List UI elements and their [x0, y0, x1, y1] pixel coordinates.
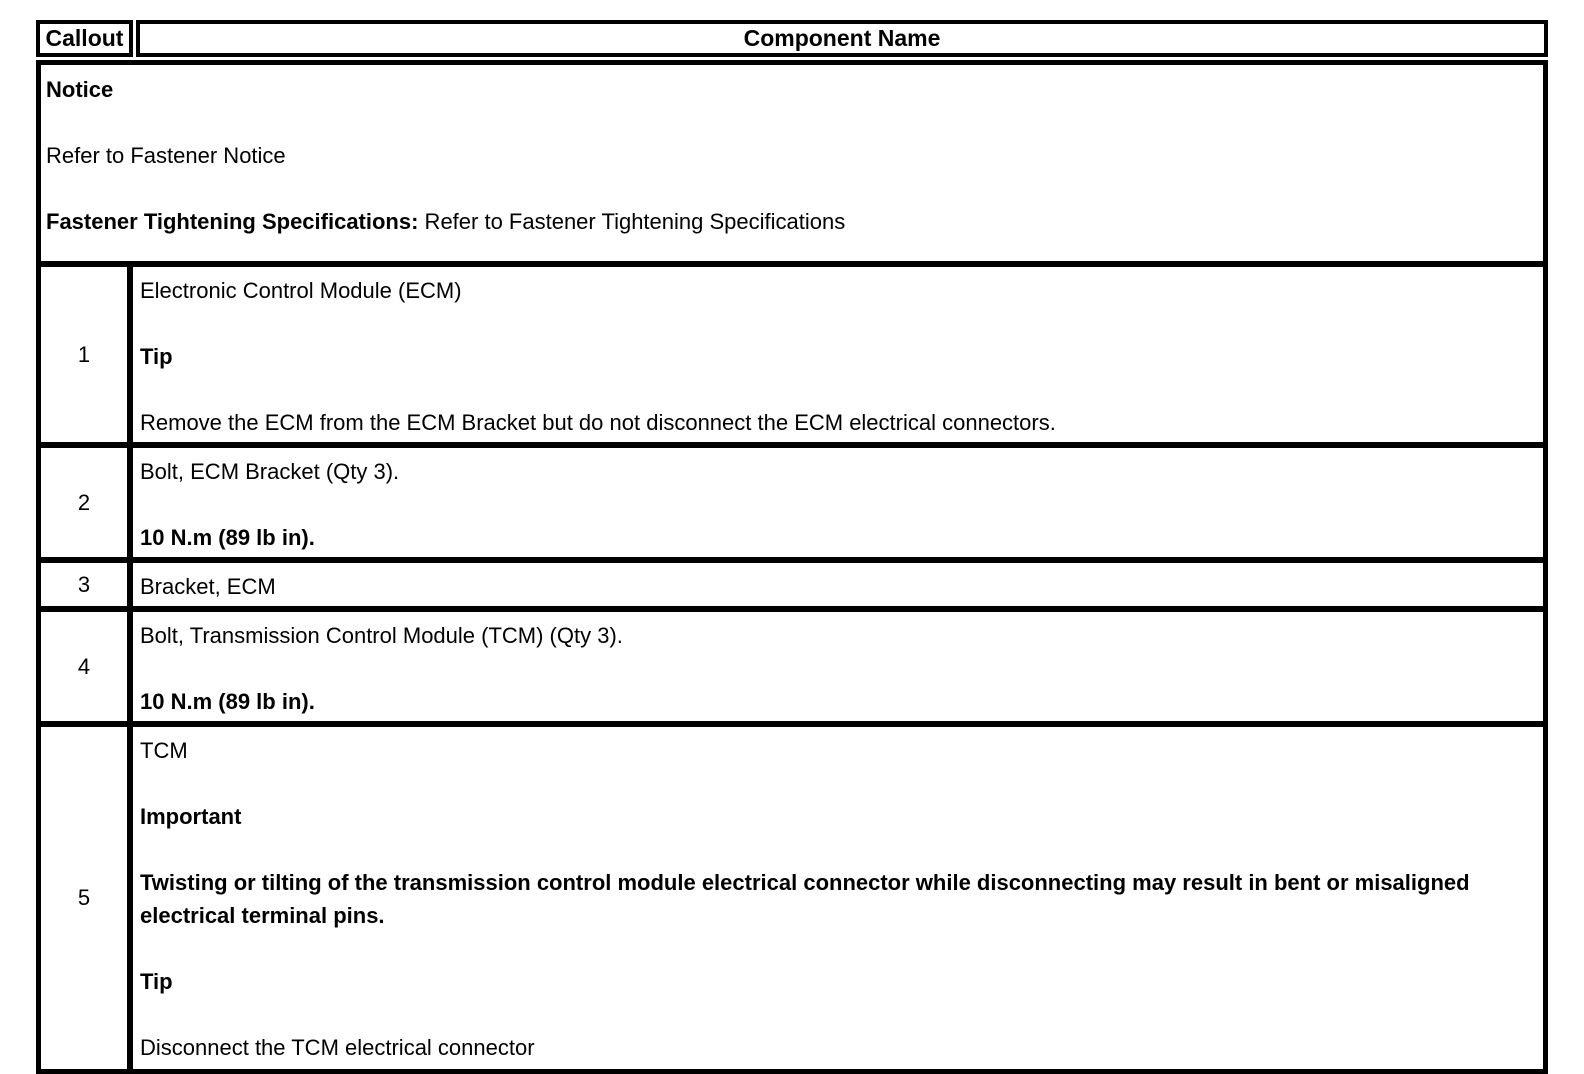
component-cell	[133, 267, 1543, 442]
table-row	[41, 606, 1543, 721]
paragraph	[46, 205, 1533, 238]
paragraph	[140, 800, 1533, 833]
notice-row	[41, 65, 1543, 261]
notice-cell	[41, 65, 1543, 261]
paragraph	[46, 73, 1533, 106]
text: Bracket, ECM	[140, 574, 276, 599]
bold-text: Fastener Tightening Specifications:	[46, 209, 419, 234]
text: Bolt, Transmission Control Module (TCM) (Qty 3).	[140, 623, 623, 648]
text: Bolt, ECM Bracket (Qty 3).	[140, 459, 400, 484]
paragraph	[140, 619, 1533, 652]
component-cell	[133, 563, 1543, 606]
callout-number: 3	[41, 563, 133, 606]
table-header-row	[36, 20, 1548, 57]
callout-number: 2	[41, 448, 133, 557]
bold-text: 10 N.m (89 lb in).	[140, 525, 315, 550]
component-name-column-header: Component Name	[136, 20, 1548, 57]
text: TCM	[140, 738, 188, 763]
text: Refer to Fastener Tightening Specifications	[418, 209, 846, 234]
paragraph	[140, 455, 1533, 488]
component-callout-table	[36, 20, 1548, 1074]
text: Refer to Fastener Notice	[46, 143, 286, 168]
component-cell	[133, 448, 1543, 557]
callout-number: 5	[41, 727, 133, 1069]
table-row	[41, 261, 1543, 442]
paragraph	[140, 1031, 1533, 1064]
text: Electronic Control Module (ECM)	[140, 278, 462, 303]
paragraph	[140, 965, 1533, 998]
table-body	[36, 60, 1548, 1074]
paragraph	[140, 340, 1533, 373]
callout-number: 4	[41, 612, 133, 721]
bold-text: Important	[140, 804, 242, 829]
bold-text: 10 N.m (89 lb in).	[140, 689, 315, 714]
paragraph	[140, 274, 1533, 307]
bold-text: Twisting or tilting of the transmission control module electrical connector while disconnecting may result in bent or misaligned electrical terminal pins.	[140, 870, 1470, 928]
bold-text: Tip	[140, 969, 173, 994]
text: Disconnect the TCM electrical connector	[140, 1035, 535, 1060]
bold-text: Notice	[46, 77, 114, 102]
table-row	[41, 557, 1543, 606]
text: Remove the ECM from the ECM Bracket but do not disconnect the ECM electrical connectors.	[140, 410, 1056, 435]
paragraph	[140, 685, 1533, 718]
table-row	[41, 442, 1543, 557]
paragraph	[140, 734, 1533, 767]
paragraph	[140, 521, 1533, 554]
bold-text: Tip	[140, 344, 173, 369]
callout-number: 1	[41, 267, 133, 442]
paragraph	[140, 406, 1533, 439]
callout-column-header: Callout	[36, 20, 133, 57]
paragraph	[140, 570, 1533, 603]
component-cell	[133, 612, 1543, 721]
table-row	[41, 721, 1543, 1069]
component-cell	[133, 727, 1543, 1069]
paragraph	[140, 866, 1533, 932]
paragraph	[46, 139, 1533, 172]
